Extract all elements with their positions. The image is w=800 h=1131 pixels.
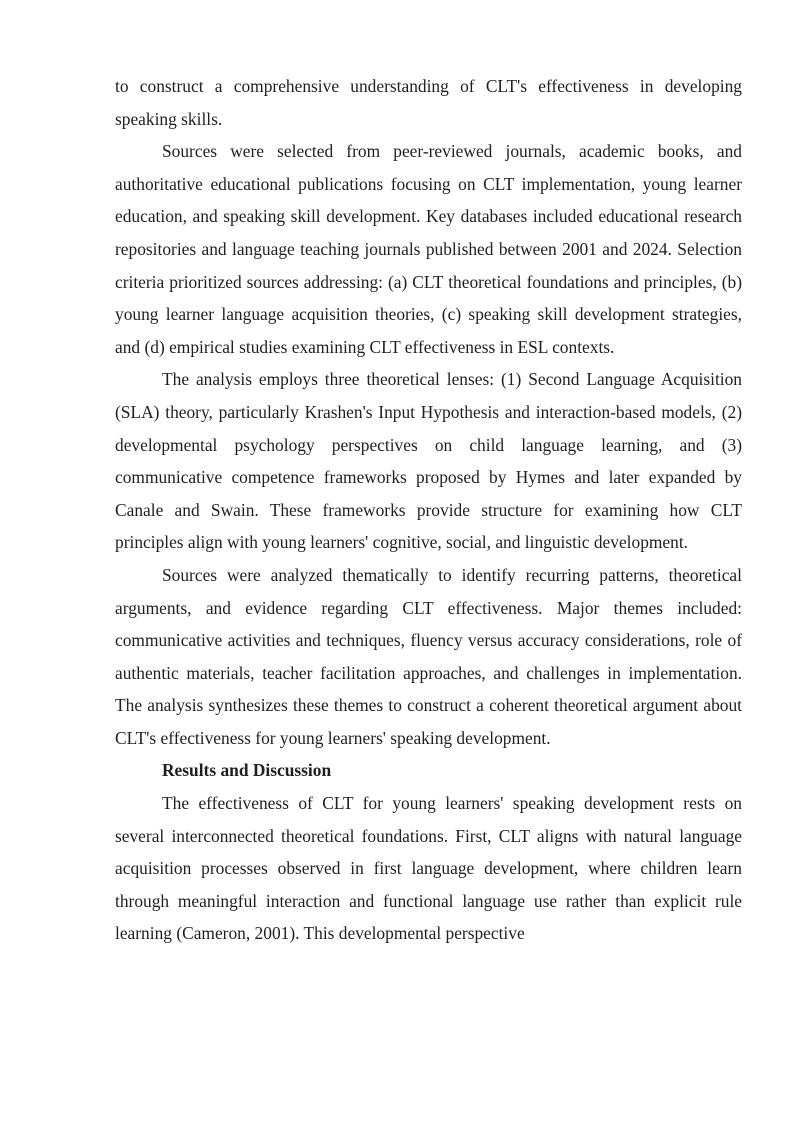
sources-paragraph: Sources were selected from peer-reviewed journals, academic books, and authoritative educational publications focusing on CLT implementation, young learner education, and speaking skill development. Key databases included educational research repositories and language teaching journals published between 2001 and 2024. Selection criteria prioritized sources addressing: (a) CLT theoretical foundations and principles, (b) young learner language acquisition theories, (c) speaking skill development strategies, and (d) empirical studies examining CLT effectiveness in ESL contexts. <box>115 141 742 357</box>
section-heading: Results and Discussion <box>162 760 332 781</box>
document-page <box>115 70 742 950</box>
continuation-paragraph: to construct a comprehensive understanding of CLT's effectiveness in developing speaking skills. <box>115 76 742 129</box>
results-paragraph: The effectiveness of CLT for young learners' speaking development rests on several interconnected theoretical foundations. First, CLT aligns with natural language acquisition processes observed in first language development, where children learn through meaningful interaction and functional language use rather than explicit rule learning (Cameron, 2001). This developmental perspective <box>115 793 742 944</box>
thematic-analysis-paragraph: Sources were analyzed thematically to identify recurring patterns, theoretical arguments, and evidence regarding CLT effectiveness. Major themes included: communicative activities and techniques, fluency versus accuracy considerations, role of authentic materials, teacher facilitation approaches, and challenges in implementation. The analysis synthesizes these themes to construct a coherent theoretical argument about CLT's effectiveness for young learners' speaking development. <box>115 564 742 748</box>
theoretical-lenses-paragraph: The analysis employs three theoretical lenses: (1) Second Language Acquisition (SLA) theory, particularly Krashen's Input Hypothesis and interaction-based models, (2) developmental psychology perspectives on child language learning, and (3) communicative competence frameworks proposed by Hymes and later expanded by Canale and Swain. These frameworks provide structure for examining how CLT principles align with young learners' cognitive, social, and linguistic development. <box>115 369 742 553</box>
